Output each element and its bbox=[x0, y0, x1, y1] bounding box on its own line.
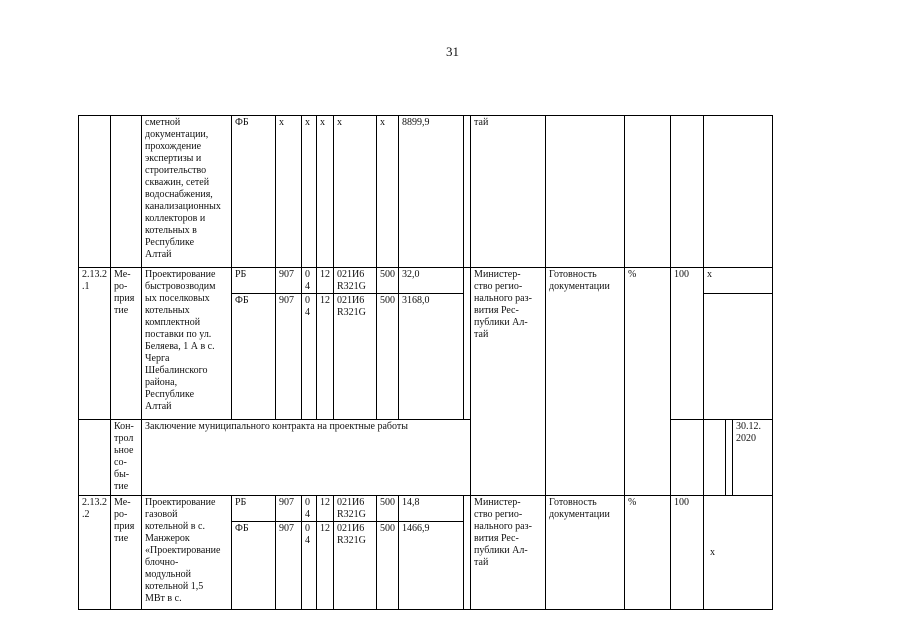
gap-cell bbox=[464, 116, 471, 268]
unit-cell bbox=[625, 116, 671, 268]
table-row bbox=[79, 116, 773, 268]
vr-cell: 500 bbox=[377, 522, 399, 610]
name-cell: Проектирование быстровозводим ых поселковых котельных комплектной поставки по ул. Беляева, 1 А в с. Черга Шебалинского района, Республике Алтай bbox=[142, 268, 232, 420]
rz-cell: 0 4 bbox=[302, 522, 317, 610]
number-cell bbox=[79, 116, 111, 268]
pr-cell: 12 bbox=[317, 496, 334, 522]
grbs-cell: 907 bbox=[276, 268, 302, 294]
type-cell bbox=[111, 116, 142, 268]
mark-cell bbox=[704, 116, 773, 268]
unit-cell: % bbox=[625, 496, 671, 610]
number-cell bbox=[79, 420, 111, 496]
source-cell: РБ bbox=[232, 268, 276, 294]
pr-cell: х bbox=[317, 116, 334, 268]
type-cell: Кон- трол ьное со- бы- тие bbox=[111, 420, 142, 496]
grbs-cell: 907 bbox=[276, 294, 302, 420]
indicator-cell bbox=[546, 116, 625, 268]
source-cell: ФБ bbox=[232, 294, 276, 420]
gap-cell bbox=[464, 496, 471, 610]
source-cell: ФБ bbox=[232, 116, 276, 268]
grbs-cell: 907 bbox=[276, 496, 302, 522]
pr-cell: 12 bbox=[317, 522, 334, 610]
unit-cell: % bbox=[625, 268, 671, 496]
name-cell: сметной документации, прохождение экспертизы и строительство скважин, сетей водоснабжения, канализационных коллекторов и котельных в Республике Алтай bbox=[142, 116, 232, 268]
sum-cell: 32,0 bbox=[399, 268, 464, 294]
cs-cell: 021И6 R321G bbox=[334, 294, 377, 420]
grbs-cell: х bbox=[276, 116, 302, 268]
responsible-cell: Министер- ство регио- нального раз- вития Рес- публики Ал- тай bbox=[471, 496, 546, 610]
vr-cell: 500 bbox=[377, 496, 399, 522]
type-cell: Ме- ро- прия тие bbox=[111, 496, 142, 610]
value-cell: 100 bbox=[671, 496, 704, 610]
pr-cell: 12 bbox=[317, 268, 334, 294]
table-row bbox=[79, 268, 773, 294]
cs-cell: 021И6 R321G bbox=[334, 496, 377, 522]
program-table bbox=[78, 115, 773, 610]
pad-cell bbox=[726, 420, 733, 496]
vr-cell: 500 bbox=[377, 268, 399, 294]
mark-text: х bbox=[710, 547, 716, 558]
indicator-cell: Готовность документации bbox=[546, 268, 625, 496]
x-cell bbox=[704, 420, 726, 496]
value-cell bbox=[671, 420, 704, 496]
sum-cell: 1466,9 bbox=[399, 522, 464, 610]
source-cell: ФБ bbox=[232, 522, 276, 610]
cs-cell: х bbox=[334, 116, 377, 268]
number-cell: 2.13.2 .2 bbox=[79, 496, 111, 610]
mark-cell bbox=[704, 294, 773, 420]
responsible-cell: тай bbox=[471, 116, 546, 268]
pr-cell: 12 bbox=[317, 294, 334, 420]
indicator-cell: Готовность документации bbox=[546, 496, 625, 610]
type-cell: Ме- ро- прия тие bbox=[111, 268, 142, 420]
value-cell: 100 bbox=[671, 268, 704, 420]
mark-cell bbox=[704, 496, 773, 610]
vr-cell: х bbox=[377, 116, 399, 268]
number-cell: 2.13.2 .1 bbox=[79, 268, 111, 420]
rz-cell: 0 4 bbox=[302, 294, 317, 420]
cs-cell: 021И6 R321G bbox=[334, 522, 377, 610]
mark-cell: х bbox=[704, 268, 773, 294]
rz-cell: 0 4 bbox=[302, 268, 317, 294]
sum-cell: 14,8 bbox=[399, 496, 464, 522]
page-number: 31 bbox=[446, 44, 459, 59]
responsible-cell: Министер- ство регио- нального раз- вития Рес- публики Ал- тай bbox=[471, 268, 546, 496]
name-cell: Проектирование газовой котельной в с. Манжерок «Проектирование блочно- модульной котельной 1,5 МВт в с. bbox=[142, 496, 232, 610]
vr-cell: 500 bbox=[377, 294, 399, 420]
value-cell bbox=[671, 116, 704, 268]
control-event-date: 30.12. 2020 bbox=[733, 420, 773, 496]
cs-cell: 021И6 R321G bbox=[334, 268, 377, 294]
gap-cell bbox=[464, 268, 471, 420]
rz-cell: 0 4 bbox=[302, 496, 317, 522]
sum-cell: 3168,0 bbox=[399, 294, 464, 420]
table-row bbox=[79, 496, 773, 522]
control-event-text: Заключение муниципального контракта на проектные работы bbox=[142, 420, 471, 496]
grbs-cell: 907 bbox=[276, 522, 302, 610]
source-cell: РБ bbox=[232, 496, 276, 522]
rz-cell: х bbox=[302, 116, 317, 268]
sum-cell: 8899,9 bbox=[399, 116, 464, 268]
